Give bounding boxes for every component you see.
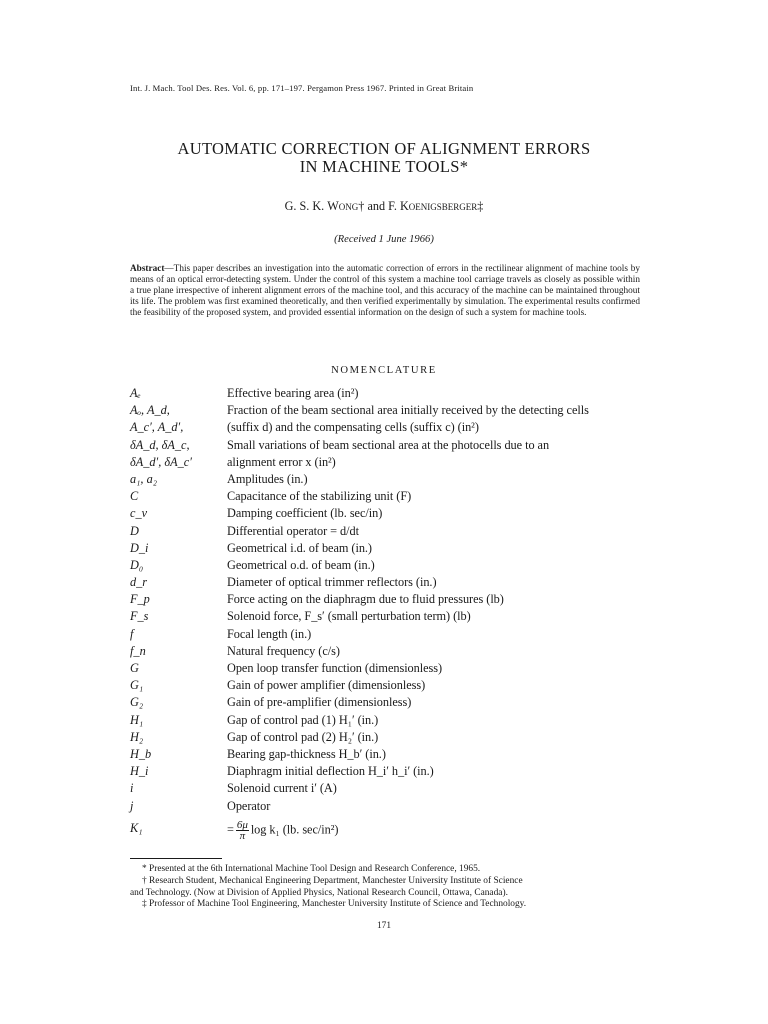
nomenclature-symbol: G₁ xyxy=(130,678,144,693)
abstract-label: Abstract xyxy=(130,264,165,274)
k1-denominator: π xyxy=(239,829,246,842)
author-conjunction: and F. xyxy=(364,199,400,213)
received-date xyxy=(0,234,768,245)
footnote: * Presented at the 6th International Machine Tool Design and Research Conference, 1965. xyxy=(142,864,481,874)
author-line xyxy=(0,199,768,214)
paper-title-line-1: AUTOMATIC CORRECTION OF ALIGNMENT ERRORS xyxy=(177,139,591,158)
nomenclature-definition: Geometrical i.d. of beam (in.) xyxy=(227,540,372,555)
nomenclature-symbol: D xyxy=(130,523,139,538)
nomenclature-definition: (suffix d) and the compensating cells (suffix c) (in²) xyxy=(227,420,479,435)
nomenclature-symbol: D₀ xyxy=(130,557,144,572)
nomenclature-definition: Amplitudes (in.) xyxy=(227,471,308,486)
abstract xyxy=(130,264,640,319)
author2-mark: ‡ xyxy=(477,199,484,213)
nomenclature-symbol: δA_d′, δA_c′ xyxy=(130,454,192,469)
nomenclature-definition: Gain of pre-amplifier (dimensionless) xyxy=(227,695,412,710)
nomenclature-symbol: δA_d, δA_c, xyxy=(130,437,190,452)
footnote-rule xyxy=(130,858,222,859)
nomenclature-symbol: Aₒ, A_d, xyxy=(130,403,170,418)
nomenclature-definition: Gain of power amplifier (dimensionless) xyxy=(227,678,426,693)
nomenclature-definition: Geometrical o.d. of beam (in.) xyxy=(227,557,375,572)
nomenclature-definition: Solenoid current i′ (A) xyxy=(227,781,337,796)
nomenclature-symbol: F_p xyxy=(130,592,150,607)
nomenclature-definition: Open loop transfer function (dimensionless) xyxy=(227,661,443,675)
nomenclature-symbol: H_b xyxy=(130,746,152,761)
nomenclature-symbol: Aₑ xyxy=(130,386,141,400)
nomenclature-definition: Diaphragm initial deflection H_i′ h_i′ (in.) xyxy=(227,764,434,779)
author2-surname: Koenigsberger xyxy=(399,199,478,213)
footnote: ‡ Professor of Machine Tool Engineering, Manchester University Institute of Science and Technology. xyxy=(142,899,527,910)
page-number: 171 xyxy=(376,921,392,931)
nomenclature-definition: alignment error x (in²) xyxy=(227,454,336,469)
nomenclature-definition: Bearing gap-thickness H_b′ (in.) xyxy=(227,746,386,761)
k1-suffix: log k₁ (lb. sec/in²) xyxy=(250,822,339,837)
nomenclature-definition: Effective bearing area (in²) xyxy=(227,386,359,400)
nomenclature-definition: Operator xyxy=(227,798,271,813)
received-text: (Received 1 June 1966) xyxy=(334,234,434,245)
nomenclature-symbol: A_c′, A_d′, xyxy=(130,420,184,435)
author1-initials: G. S. K. xyxy=(284,199,328,213)
running-head: Int. J. Mach. Tool Des. Res. Vol. 6, pp. 171–197. Pergamon Press 1967. Printed in Great Britain xyxy=(130,83,474,93)
nomenclature-symbol: a₁, a₂ xyxy=(130,471,157,486)
nomenclature-definition-k1 xyxy=(227,818,647,842)
nomenclature-definition: Fraction of the beam sectional area initially received by the detecting cells xyxy=(227,403,589,418)
nomenclature-definition: Capacitance of the stabilizing unit (F) xyxy=(227,489,412,504)
footnote: † Research Student, Mechanical Engineering Department, Manchester University Institute of Science xyxy=(142,875,523,886)
k1-fraction xyxy=(236,820,249,841)
abstract-text: —This paper describes an investigation into the automatic correction of errors in the rectilinear alignment of machine tools by means of an optical error-detecting system. Under the control of this system a machine tool carriage travels as closely as possible within a true plane irrespective of inherent alignment errors of the machine tool, and this accuracy of the machine can be maintained throughout its life. The problem was first examined theoretically, and then verified experimentally by simulation. The experimental results confirmed the feasibility of the proposed system, and provided essential information on the design of such a system for machine tools. xyxy=(130,264,640,319)
footnote: and Technology. (Now at Division of Applied Physics, National Research Council, Ottawa, Canada). xyxy=(130,887,508,898)
k1-prefix: = xyxy=(227,822,234,837)
nomenclature-definition: Natural frequency (c/s) xyxy=(227,643,340,658)
nomenclature-definition-column xyxy=(227,385,647,842)
nomenclature-symbol: f_n xyxy=(130,643,146,658)
nomenclature-definition: Small variations of beam sectional area at the photocells due to an xyxy=(227,437,550,452)
nomenclature-definition: Focal length (in.) xyxy=(227,626,312,641)
nomenclature-definition: Diameter of optical trimmer reflectors (in.) xyxy=(227,575,437,590)
nomenclature-symbol: H_i xyxy=(130,764,149,779)
nomenclature-symbol-column xyxy=(130,385,222,837)
author1-mark: † xyxy=(358,199,365,213)
nomenclature-symbol: H₂ xyxy=(130,729,144,744)
nomenclature-symbol: H₁ xyxy=(130,712,144,727)
nomenclature-symbol: i xyxy=(130,781,134,796)
k1-numerator: 6μ xyxy=(236,818,248,831)
nomenclature-symbol: D_i xyxy=(130,540,149,555)
nomenclature-heading: NOMENCLATURE xyxy=(331,365,437,376)
nomenclature-definition: Solenoid force, F_s′ (small perturbation term) (lb) xyxy=(227,609,471,624)
nomenclature-definition: Gap of control pad (1) H₁′ (in.) xyxy=(227,712,379,727)
nomenclature-symbol: G₂ xyxy=(130,695,144,710)
nomenclature-symbol: j xyxy=(130,798,134,813)
nomenclature-symbol-k1: K₁ xyxy=(130,820,143,835)
nomenclature-definition: Damping coefficient (lb. sec/in) xyxy=(227,506,383,521)
nomenclature-symbol: F_s xyxy=(130,609,149,624)
footnotes xyxy=(130,864,640,911)
author1-surname: Wong xyxy=(327,199,359,213)
nomenclature-symbol: c_v xyxy=(130,506,148,521)
nomenclature-symbol: C xyxy=(130,489,139,504)
nomenclature-definition: Force acting on the diaphragm due to fluid pressures (lb) xyxy=(227,592,504,607)
nomenclature-symbol: G xyxy=(130,661,139,675)
nomenclature-definition: Gap of control pad (2) H₂′ (in.) xyxy=(227,729,379,744)
nomenclature-symbol: d_r xyxy=(130,575,148,590)
nomenclature-definition: Differential operator = d/dt xyxy=(227,523,359,538)
paper-title-line-2: IN MACHINE TOOLS* xyxy=(299,157,469,176)
nomenclature-symbol: f xyxy=(130,626,134,641)
